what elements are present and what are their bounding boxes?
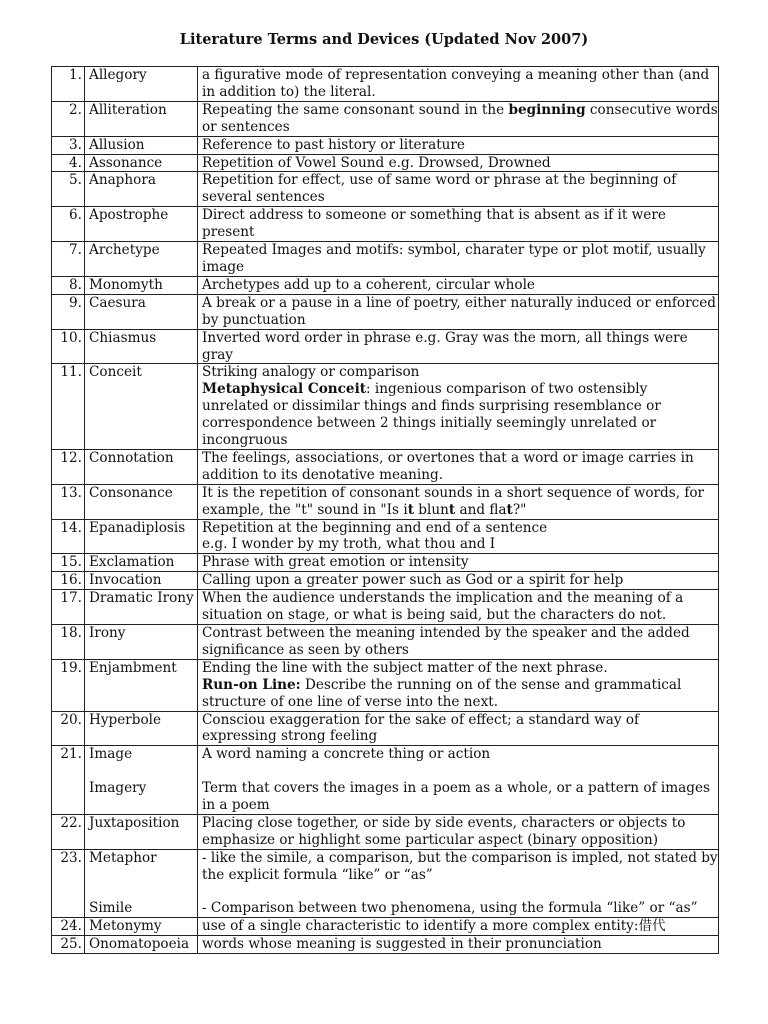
table-row	[52, 590, 719, 625]
table-row	[52, 484, 719, 519]
definition-cell: Phrase with great emotion or intensity	[198, 554, 719, 572]
term-cell: Onomatopoeia	[85, 936, 198, 954]
definition-cell: Consciou exaggeration for the sake of effect; a standard way of expressing strong feeling	[198, 711, 719, 746]
definition-text: Repetition at the beginning and end of a sentence	[202, 519, 548, 536]
definition-text: and fla	[455, 501, 507, 518]
definition-cell	[198, 484, 719, 519]
definition-cell: The feelings, associations, or overtones that a word or image carries in addition to its denotative meaning.	[198, 449, 719, 484]
definition-cell: A break or a pause in a line of poetry, either naturally induced or enforced by punctuation	[198, 294, 719, 329]
definition-text: It is the repetition of consonant sounds in a short sequence of words, for example, the "t" sound in "Is i	[202, 484, 705, 518]
definition-cell	[198, 364, 719, 450]
definition-bold-text: Metaphysical Conceit	[202, 381, 367, 398]
term-cell: Chiasmus	[85, 329, 198, 364]
definition-text: consecutive words or sentences	[202, 101, 718, 135]
definition-cell	[198, 101, 719, 136]
term-cell: Exclamation	[85, 554, 198, 572]
definition-bold-text: Run-on Line:	[202, 676, 301, 693]
table-row	[52, 554, 719, 572]
definition-cell: a figurative mode of representation conveying a meaning other than (and in addition to) the literal.	[198, 67, 719, 102]
row-number: 12.	[52, 449, 85, 484]
term-cell: Juxtaposition	[85, 814, 198, 849]
definition-cell: Placing close together, or side by side events, characters or objects to emphasize or highlight some particular aspect (binary opposition)	[198, 814, 719, 849]
term-cell: Allegory	[85, 67, 198, 102]
term-cell	[85, 746, 198, 815]
term-cell: Anaphora	[85, 172, 198, 207]
row-number: 14.	[52, 519, 85, 554]
table-row	[52, 101, 719, 136]
table-row	[52, 172, 719, 207]
term-cell: Enjambment	[85, 659, 198, 711]
table-row	[52, 242, 719, 277]
row-number: 15.	[52, 554, 85, 572]
definition-cell: Contrast between the meaning intended by the speaker and the added significance as seen by others	[198, 625, 719, 660]
row-number: 20.	[52, 711, 85, 746]
table-row	[52, 625, 719, 660]
term-cell: Archetype	[85, 242, 198, 277]
definition-cell: Inverted word order in phrase e.g. Gray was the morn, all things were gray	[198, 329, 719, 364]
table-row	[52, 849, 719, 918]
definition-text: - Comparison between two phenomena, using the formula “like” or “as”	[202, 900, 698, 917]
table-row	[52, 814, 719, 849]
table-row	[52, 659, 719, 711]
row-number: 1.	[52, 67, 85, 102]
table-row	[52, 711, 719, 746]
table-row	[52, 746, 719, 815]
table-row	[52, 294, 719, 329]
term-cell: Irony	[85, 625, 198, 660]
term-cell: Caesura	[85, 294, 198, 329]
definition-text: : ingenious comparison of two ostensibly unrelated or dissimilar things and finds surprising resemblance or correspondence between 2 things initially seemingly unrelated or incongruous	[202, 381, 661, 449]
definition-cell: When the audience understands the implication and the meaning of a situation on stage, or what is being said, but the characters do not.	[198, 590, 719, 625]
table-row	[52, 572, 719, 590]
definition-bold-text: beginning	[508, 101, 586, 118]
row-number: 24.	[52, 918, 85, 936]
table-row	[52, 154, 719, 172]
row-number: 23.	[52, 849, 85, 918]
definition-text: Describe the running on of the sense and grammatical structure of one line of verse into the next.	[202, 676, 682, 710]
definition-cell: Calling upon a greater power such as God or a spirit for help	[198, 572, 719, 590]
table-row	[52, 519, 719, 554]
row-number: 22.	[52, 814, 85, 849]
row-number: 6.	[52, 207, 85, 242]
definition-bold-text: t	[448, 501, 456, 518]
row-number: 11.	[52, 364, 85, 450]
definition-cell: Repetition of Vowel Sound e.g. Drowsed, Drowned	[198, 154, 719, 172]
definition-cell: Reference to past history or literature	[198, 136, 719, 154]
definition-text: ?"	[512, 501, 527, 518]
definition-text: Term that covers the images in a poem as a whole, or a pattern of images in a poem	[202, 780, 710, 814]
table-row	[52, 364, 719, 450]
row-number: 7.	[52, 242, 85, 277]
row-number: 4.	[52, 154, 85, 172]
definition-text: e.g. I wonder by my troth, what thou and I	[202, 536, 496, 553]
definition-bold-text: t	[407, 501, 414, 518]
row-number: 16.	[52, 572, 85, 590]
row-number: 2.	[52, 101, 85, 136]
term-cell: Dramatic Irony	[85, 590, 198, 625]
table-row	[52, 936, 719, 954]
row-number: 10.	[52, 329, 85, 364]
definition-text: Ending the line with the subject matter of the next phrase.	[202, 659, 608, 676]
term-cell: Hyperbole	[85, 711, 198, 746]
term-cell: Connotation	[85, 449, 198, 484]
term-cell: Invocation	[85, 572, 198, 590]
row-number: 25.	[52, 936, 85, 954]
row-number: 21.	[52, 746, 85, 815]
definition-cell	[198, 659, 719, 711]
term-cell: Metonymy	[85, 918, 198, 936]
definition-cell: words whose meaning is suggested in their pronunciation	[198, 936, 719, 954]
term-cell: Allusion	[85, 136, 198, 154]
table-row	[52, 449, 719, 484]
definition-cell: Repeated Images and motifs: symbol, charater type or plot motif, usually image	[198, 242, 719, 277]
row-number: 17.	[52, 590, 85, 625]
term-cell: Consonance	[85, 484, 198, 519]
row-number: 19.	[52, 659, 85, 711]
table-row	[52, 329, 719, 364]
page-title: Literature Terms and Devices (Updated Nov 2007)	[179, 31, 589, 48]
row-number: 3.	[52, 136, 85, 154]
definition-cell: Repetition for effect, use of same word or phrase at the beginning of several sentences	[198, 172, 719, 207]
table-row	[52, 276, 719, 294]
term-cell: Epanadiplosis	[85, 519, 198, 554]
definition-cell	[198, 849, 719, 918]
table-row	[52, 918, 719, 936]
definition-text: Striking analogy or comparison	[202, 364, 420, 381]
term-text: Imagery	[89, 780, 147, 797]
row-number: 9.	[52, 294, 85, 329]
table-row	[52, 136, 719, 154]
row-number: 8.	[52, 276, 85, 294]
term-text: Simile	[89, 900, 133, 917]
row-number: 13.	[52, 484, 85, 519]
definition-text: A word naming a concrete thing or action	[202, 746, 491, 763]
term-cell: Alliteration	[85, 101, 198, 136]
definition-cell	[198, 519, 719, 554]
definition-cell	[198, 746, 719, 815]
term-cell: Conceit	[85, 364, 198, 450]
term-cell: Monomyth	[85, 276, 198, 294]
definition-bold-text: t	[506, 501, 513, 518]
term-cell	[85, 849, 198, 918]
table-row	[52, 67, 719, 102]
term-cell: Assonance	[85, 154, 198, 172]
row-number: 18.	[52, 625, 85, 660]
definition-cell: Archetypes add up to a coherent, circular whole	[198, 276, 719, 294]
row-number: 5.	[52, 172, 85, 207]
definition-text: Repeating the same consonant sound in the	[202, 101, 509, 118]
definition-text: blun	[413, 501, 449, 518]
definition-cell: use of a single characteristic to identify a more complex entity:借代	[198, 918, 719, 936]
definition-cell: Direct address to someone or something that is absent as if it were present	[198, 207, 719, 242]
term-cell: Apostrophe	[85, 207, 198, 242]
term-text: Image	[89, 746, 133, 763]
table-row	[52, 207, 719, 242]
term-text: Metaphor	[89, 849, 157, 866]
definition-text: - like the simile, a comparison, but the comparison is impled, not stated by the explicit formula “like” or “as”	[202, 849, 718, 883]
terms-table	[51, 66, 719, 954]
